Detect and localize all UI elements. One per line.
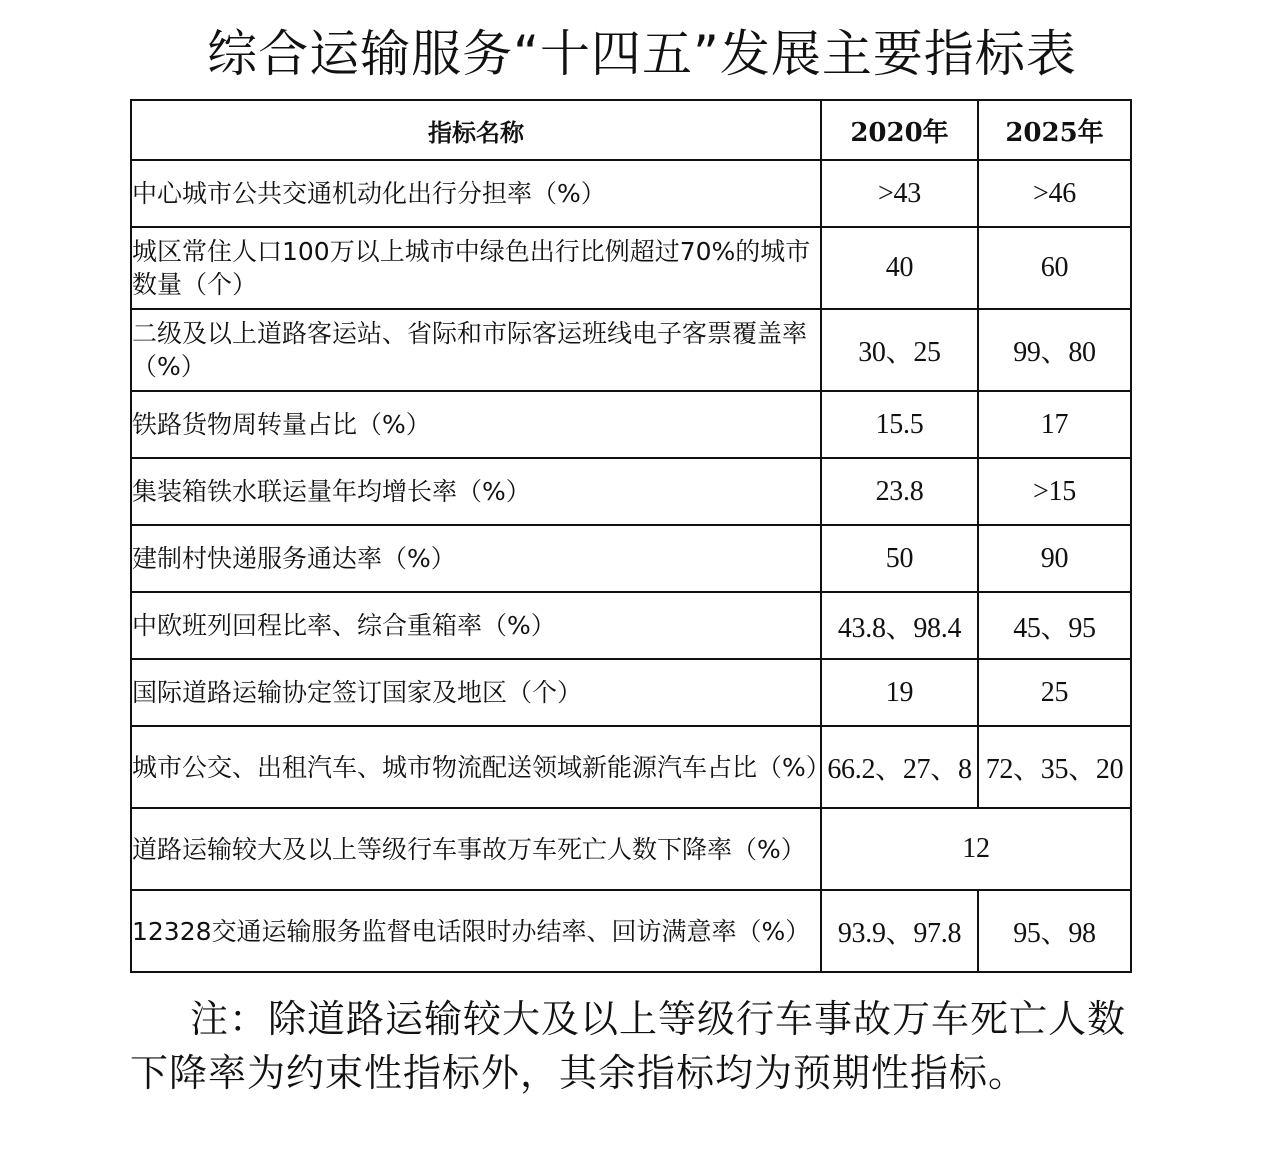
value-2025: 72、35、20 [978,726,1131,808]
table-row [131,592,1131,659]
footnote: 注：除道路运输较大及以上等级行车事故万车死亡人数下降率为约束性指标外，其余指标均为预期性指标。 [130,997,1127,1095]
indicator-name: 集装箱铁水联运量年均增长率（%） [131,458,821,525]
value-2025: 45、95 [978,592,1131,659]
table-row [131,890,1131,972]
header-2025: 2025年 [978,100,1131,160]
page-title: 综合运输服务“十四五”发展主要指标表 [207,25,1077,83]
indicator-name: 中心城市公共交通机动化出行分担率（%） [131,160,821,227]
value-2020: 19 [821,659,978,726]
value-2025: 99、80 [978,309,1131,391]
indicator-table [130,99,1132,973]
value-merged: 12 [821,808,1131,890]
value-2020: 43.8、98.4 [821,592,978,659]
table-row [131,808,1131,890]
indicator-name: 道路运输较大及以上等级行车事故万车死亡人数下降率（%） [131,808,821,890]
indicator-name: 建制村快递服务通达率（%） [131,525,821,592]
indicator-name: 城区常住人口100万以上城市中绿色出行比例超过70%的城市数量（个） [131,227,821,309]
value-2020: 40 [821,227,978,309]
value-2025: 25 [978,659,1131,726]
value-2020: 15.5 [821,391,978,458]
value-2025: 95、98 [978,890,1131,972]
value-2025: >15 [978,458,1131,525]
table-row [131,227,1131,309]
value-2020: 30、25 [821,309,978,391]
value-2025: 60 [978,227,1131,309]
value-2020: 23.8 [821,458,978,525]
value-2025: 90 [978,525,1131,592]
header-2020: 2020年 [821,100,978,160]
value-2020: >43 [821,160,978,227]
table-row [131,458,1131,525]
indicator-name: 城市公交、出租汽车、城市物流配送领域新能源汽车占比（%） [131,726,821,808]
indicator-name: 铁路货物周转量占比（%） [131,391,821,458]
value-2025: >46 [978,160,1131,227]
value-2020: 93.9、97.8 [821,890,978,972]
header-indicator-name: 指标名称 [131,100,821,160]
table-row [131,726,1131,808]
table-row [131,309,1131,391]
value-2020: 66.2、27、8 [821,726,978,808]
table-row [131,659,1131,726]
value-2020: 50 [821,525,978,592]
table-row [131,391,1131,458]
indicator-name: 12328交通运输服务监督电话限时办结率、回访满意率（%） [131,890,821,972]
value-2025: 17 [978,391,1131,458]
indicator-name: 国际道路运输协定签订国家及地区（个） [131,659,821,726]
indicator-name: 中欧班列回程比率、综合重箱率（%） [131,592,821,659]
table-header-row [131,100,1131,160]
table-row [131,160,1131,227]
indicator-name: 二级及以上道路客运站、省际和市际客运班线电子客票覆盖率（%） [131,309,821,391]
table-row [131,525,1131,592]
